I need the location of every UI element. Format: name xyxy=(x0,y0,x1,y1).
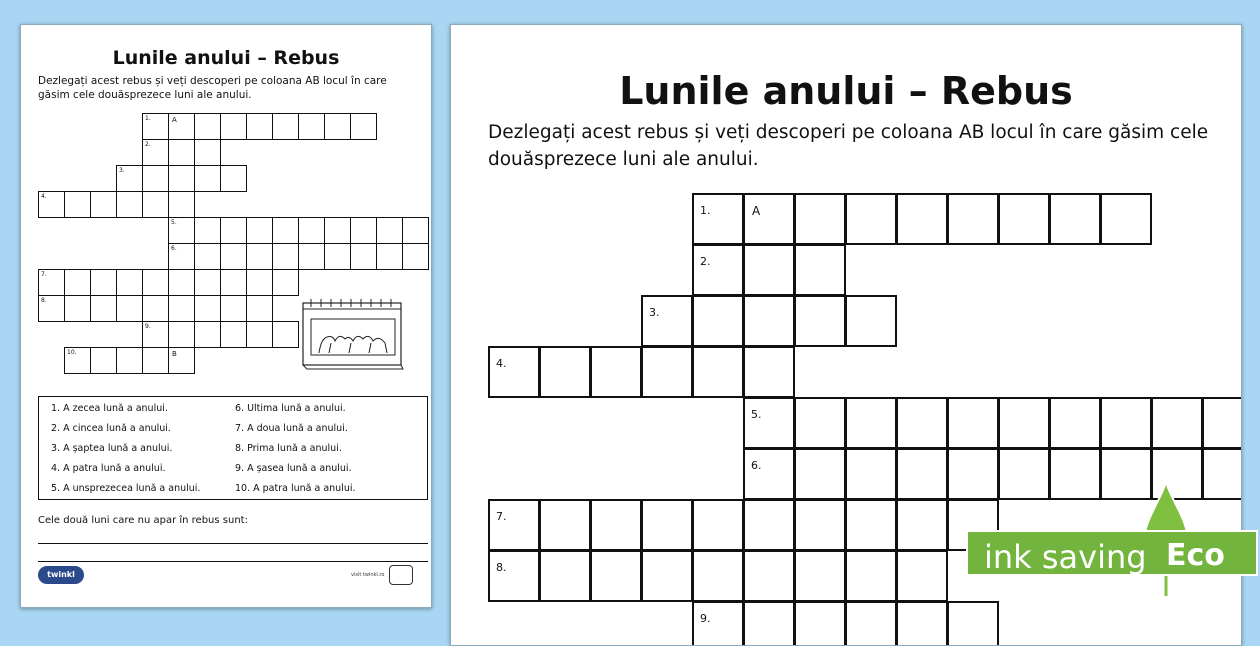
crossword-cell[interactable] xyxy=(220,295,247,322)
crossword-cell[interactable] xyxy=(845,550,897,602)
clue-item: 2. A cincea lună a anului. xyxy=(51,423,171,434)
crossword-cell[interactable] xyxy=(692,193,744,245)
clue-number: 1. xyxy=(145,115,151,122)
page-title: Lunile anului – Rebus xyxy=(619,69,1073,113)
crossword-cell[interactable] xyxy=(116,191,143,218)
crossword-cell[interactable] xyxy=(142,295,169,322)
crossword-cell[interactable] xyxy=(194,113,221,140)
crossword-cell[interactable] xyxy=(272,243,299,270)
crossword-cell[interactable] xyxy=(194,217,221,244)
crossword-cell[interactable] xyxy=(324,217,351,244)
clue-number: 7. xyxy=(41,271,47,278)
intro-text: Dezlegați acest rebus și veți descoperi pe coloana AB locul în care găsim cele douăsprezece luni ale anului. xyxy=(38,75,387,101)
crossword-cell[interactable] xyxy=(350,243,377,270)
answer-line xyxy=(38,561,428,562)
crossword-cell[interactable] xyxy=(488,346,540,398)
crossword-cell[interactable] xyxy=(947,601,999,646)
crossword-cell[interactable] xyxy=(641,295,693,347)
crossword-cell[interactable] xyxy=(896,550,948,602)
column-letter-top: A xyxy=(172,116,177,124)
clue-number: 2. xyxy=(145,141,151,148)
crossword-cell[interactable] xyxy=(1049,193,1101,245)
crossword-cell[interactable] xyxy=(38,269,65,296)
worksheet-thumbnail xyxy=(20,24,432,608)
crossword-cell[interactable] xyxy=(116,269,143,296)
crossword-cell[interactable] xyxy=(64,295,91,322)
crossword-cell[interactable] xyxy=(743,244,795,296)
crossword-cell[interactable] xyxy=(168,165,195,192)
crossword-cell[interactable] xyxy=(376,243,403,270)
clue-number: 8. xyxy=(41,297,47,304)
crossword-cell[interactable] xyxy=(168,113,195,140)
crossword-cell[interactable] xyxy=(794,601,846,646)
clue-number: 3. xyxy=(649,306,660,319)
clue-number: 9. xyxy=(700,612,711,625)
crossword-cell[interactable] xyxy=(246,295,273,322)
crossword-cell[interactable] xyxy=(142,139,169,166)
crossword-cell[interactable] xyxy=(402,243,429,270)
crossword-cell[interactable] xyxy=(692,244,744,296)
crossword-cell[interactable] xyxy=(168,295,195,322)
crossword-cell[interactable] xyxy=(692,601,744,646)
crossword-cell[interactable] xyxy=(38,191,65,218)
crossword-cell[interactable] xyxy=(539,550,591,602)
crossword-cell[interactable] xyxy=(845,448,897,500)
crossword-cell[interactable] xyxy=(64,191,91,218)
crossword-cell[interactable] xyxy=(743,601,795,646)
clue-item: 9. A șasea lună a anului. xyxy=(235,463,352,474)
crossword-cell[interactable] xyxy=(116,165,143,192)
crossword-cell[interactable] xyxy=(220,243,247,270)
answer-line xyxy=(38,543,428,544)
crossword-cell[interactable] xyxy=(142,321,169,348)
crossword-cell[interactable] xyxy=(246,321,273,348)
crossword-cell[interactable] xyxy=(896,448,948,500)
crossword-cell[interactable] xyxy=(692,295,744,347)
crossword-cell[interactable] xyxy=(90,191,117,218)
crossword-cell[interactable] xyxy=(220,217,247,244)
column-letter-bottom: B xyxy=(172,350,177,358)
column-letter-top: A xyxy=(752,204,761,218)
crossword-cell[interactable] xyxy=(590,346,642,398)
crossword-cell[interactable] xyxy=(845,193,897,245)
crossword-cell[interactable] xyxy=(488,550,540,602)
crossword-cell[interactable] xyxy=(142,165,169,192)
crossword-cell[interactable] xyxy=(896,193,948,245)
clue-number: 4. xyxy=(496,357,507,370)
clue-number: 6. xyxy=(171,245,177,252)
crossword-cell[interactable] xyxy=(194,321,221,348)
crossword-cell[interactable] xyxy=(641,346,693,398)
crossword-cell[interactable] xyxy=(272,269,299,296)
crossword-cell[interactable] xyxy=(641,499,693,551)
crossword-cell[interactable] xyxy=(998,397,1050,449)
crossword-cell[interactable] xyxy=(168,321,195,348)
footer-question: Cele două luni care nu apar în rebus sunt: xyxy=(38,515,248,526)
crossword-cell[interactable] xyxy=(743,193,795,245)
crossword-cell[interactable] xyxy=(1202,397,1242,449)
crossword-cell[interactable] xyxy=(1100,397,1152,449)
crossword-cell[interactable] xyxy=(743,448,795,500)
crossword-cell[interactable] xyxy=(194,165,221,192)
crossword-cell[interactable] xyxy=(350,217,377,244)
crossword-cell[interactable] xyxy=(845,499,897,551)
crossword-cell[interactable] xyxy=(64,269,91,296)
crossword-cell[interactable] xyxy=(272,217,299,244)
crossword-cell[interactable] xyxy=(402,217,429,244)
page-title: Lunile anului – Rebus xyxy=(112,47,340,69)
crossword-cell[interactable] xyxy=(794,499,846,551)
crossword-cell[interactable] xyxy=(743,397,795,449)
crossword-cell[interactable] xyxy=(142,113,169,140)
crossword-cell[interactable] xyxy=(845,295,897,347)
crossword-cell[interactable] xyxy=(896,499,948,551)
crossword-cell[interactable] xyxy=(794,550,846,602)
clue-item: 5. A unsprezecea lună a anului. xyxy=(51,483,201,494)
crossword-cell[interactable] xyxy=(1049,397,1101,449)
clue-number: 4. xyxy=(41,193,47,200)
clue-number: 3. xyxy=(119,167,125,174)
crossword-cell[interactable] xyxy=(220,321,247,348)
crossword-cell[interactable] xyxy=(194,269,221,296)
crossword-cell[interactable] xyxy=(246,217,273,244)
crossword-cell[interactable] xyxy=(743,499,795,551)
crossword-cell[interactable] xyxy=(168,269,195,296)
crossword-cell[interactable] xyxy=(194,139,221,166)
crossword-cell[interactable] xyxy=(168,347,195,374)
clue-number: 6. xyxy=(751,459,762,472)
crossword-cell[interactable] xyxy=(298,243,325,270)
badge-label: Eco xyxy=(1166,538,1225,573)
clue-number: 8. xyxy=(496,561,507,574)
crossword-cell[interactable] xyxy=(168,243,195,270)
crossword-cell[interactable] xyxy=(590,499,642,551)
crossword-cell[interactable] xyxy=(692,550,744,602)
crossword-cell[interactable] xyxy=(376,217,403,244)
crossword-cell[interactable] xyxy=(539,499,591,551)
crossword-cell[interactable] xyxy=(845,601,897,646)
crossword-cell[interactable] xyxy=(298,217,325,244)
crossword-cell[interactable] xyxy=(641,550,693,602)
crossword-cell[interactable] xyxy=(272,321,299,348)
crossword-cell[interactable] xyxy=(220,165,247,192)
crossword-cell[interactable] xyxy=(142,269,169,296)
crossword-cell[interactable] xyxy=(488,499,540,551)
crossword-cell[interactable] xyxy=(692,346,744,398)
crossword-cell[interactable] xyxy=(90,347,117,374)
crossword-cell[interactable] xyxy=(194,243,221,270)
calendar-illustration xyxy=(299,297,405,371)
crossword-cell[interactable] xyxy=(90,295,117,322)
crossword-cell[interactable] xyxy=(743,295,795,347)
crossword-cell[interactable] xyxy=(743,346,795,398)
intro-text: Dezlegați acest rebus și veți descoperi pe coloana AB locul în care găsim cele douăsprezece luni ale anului. xyxy=(488,122,1209,170)
crossword-cell[interactable] xyxy=(324,243,351,270)
crossword-cell[interactable] xyxy=(246,269,273,296)
clue-item: 3. A șaptea lună a anului. xyxy=(51,443,173,454)
crossword-cell[interactable] xyxy=(350,113,377,140)
crossword-cell[interactable] xyxy=(896,601,948,646)
crossword-cell[interactable] xyxy=(324,113,351,140)
crossword-cell[interactable] xyxy=(194,295,221,322)
crossword-cell[interactable] xyxy=(220,113,247,140)
clue-item: 7. A doua lună a anului. xyxy=(235,423,348,434)
crossword-cell[interactable] xyxy=(272,113,299,140)
crossword-cell[interactable] xyxy=(1151,397,1203,449)
crossword-cell[interactable] xyxy=(220,269,247,296)
clue-number: 5. xyxy=(751,408,762,421)
crossword-cell[interactable] xyxy=(845,397,897,449)
clues-box xyxy=(38,396,428,500)
visit-text: visit twinkl.ro xyxy=(351,572,385,578)
crossword-cell[interactable] xyxy=(246,113,273,140)
ink-saving-badge xyxy=(966,480,1258,596)
clue-item: 4. A patra lună a anului. xyxy=(51,463,166,474)
crossword-cell[interactable] xyxy=(794,244,846,296)
crossword-cell[interactable] xyxy=(743,550,795,602)
crossword-cell[interactable] xyxy=(64,347,91,374)
crossword-cell[interactable] xyxy=(168,191,195,218)
clue-number: 9. xyxy=(145,323,151,330)
crossword-cell[interactable] xyxy=(168,139,195,166)
crossword-cell[interactable] xyxy=(794,295,846,347)
clue-number: 2. xyxy=(700,255,711,268)
crossword-cell[interactable] xyxy=(116,295,143,322)
crossword-cell[interactable] xyxy=(298,113,325,140)
clue-number: 1. xyxy=(700,204,711,217)
crossword-cell[interactable] xyxy=(794,193,846,245)
crossword-cell[interactable] xyxy=(539,346,591,398)
crossword-cell[interactable] xyxy=(142,191,169,218)
badge-text: ink saving xyxy=(984,538,1147,576)
crossword-cell[interactable] xyxy=(794,397,846,449)
crossword-cell[interactable] xyxy=(246,243,273,270)
crossword-cell[interactable] xyxy=(38,295,65,322)
twinkl-logo: twinkl xyxy=(38,566,84,584)
badge-icon xyxy=(389,565,413,585)
clue-number: 7. xyxy=(496,510,507,523)
crossword-cell[interactable] xyxy=(896,397,948,449)
clue-number: 5. xyxy=(171,219,177,226)
crossword-cell[interactable] xyxy=(998,193,1050,245)
clue-number: 10. xyxy=(67,349,77,356)
crossword-cell[interactable] xyxy=(794,448,846,500)
crossword-cell[interactable] xyxy=(116,347,143,374)
crossword-cell[interactable] xyxy=(142,347,169,374)
clue-item: 6. Ultima lună a anului. xyxy=(235,403,346,414)
clue-item: 1. A zecea lună a anului. xyxy=(51,403,168,414)
clue-item: 10. A patra lună a anului. xyxy=(235,483,356,494)
crossword-cell[interactable] xyxy=(692,499,744,551)
crossword-cell[interactable] xyxy=(168,217,195,244)
crossword-cell[interactable] xyxy=(90,269,117,296)
crossword-cell[interactable] xyxy=(1100,193,1152,245)
clue-item: 8. Prima lună a anului. xyxy=(235,443,342,454)
crossword-cell[interactable] xyxy=(947,193,999,245)
crossword-cell[interactable] xyxy=(947,397,999,449)
crossword-cell[interactable] xyxy=(590,550,642,602)
